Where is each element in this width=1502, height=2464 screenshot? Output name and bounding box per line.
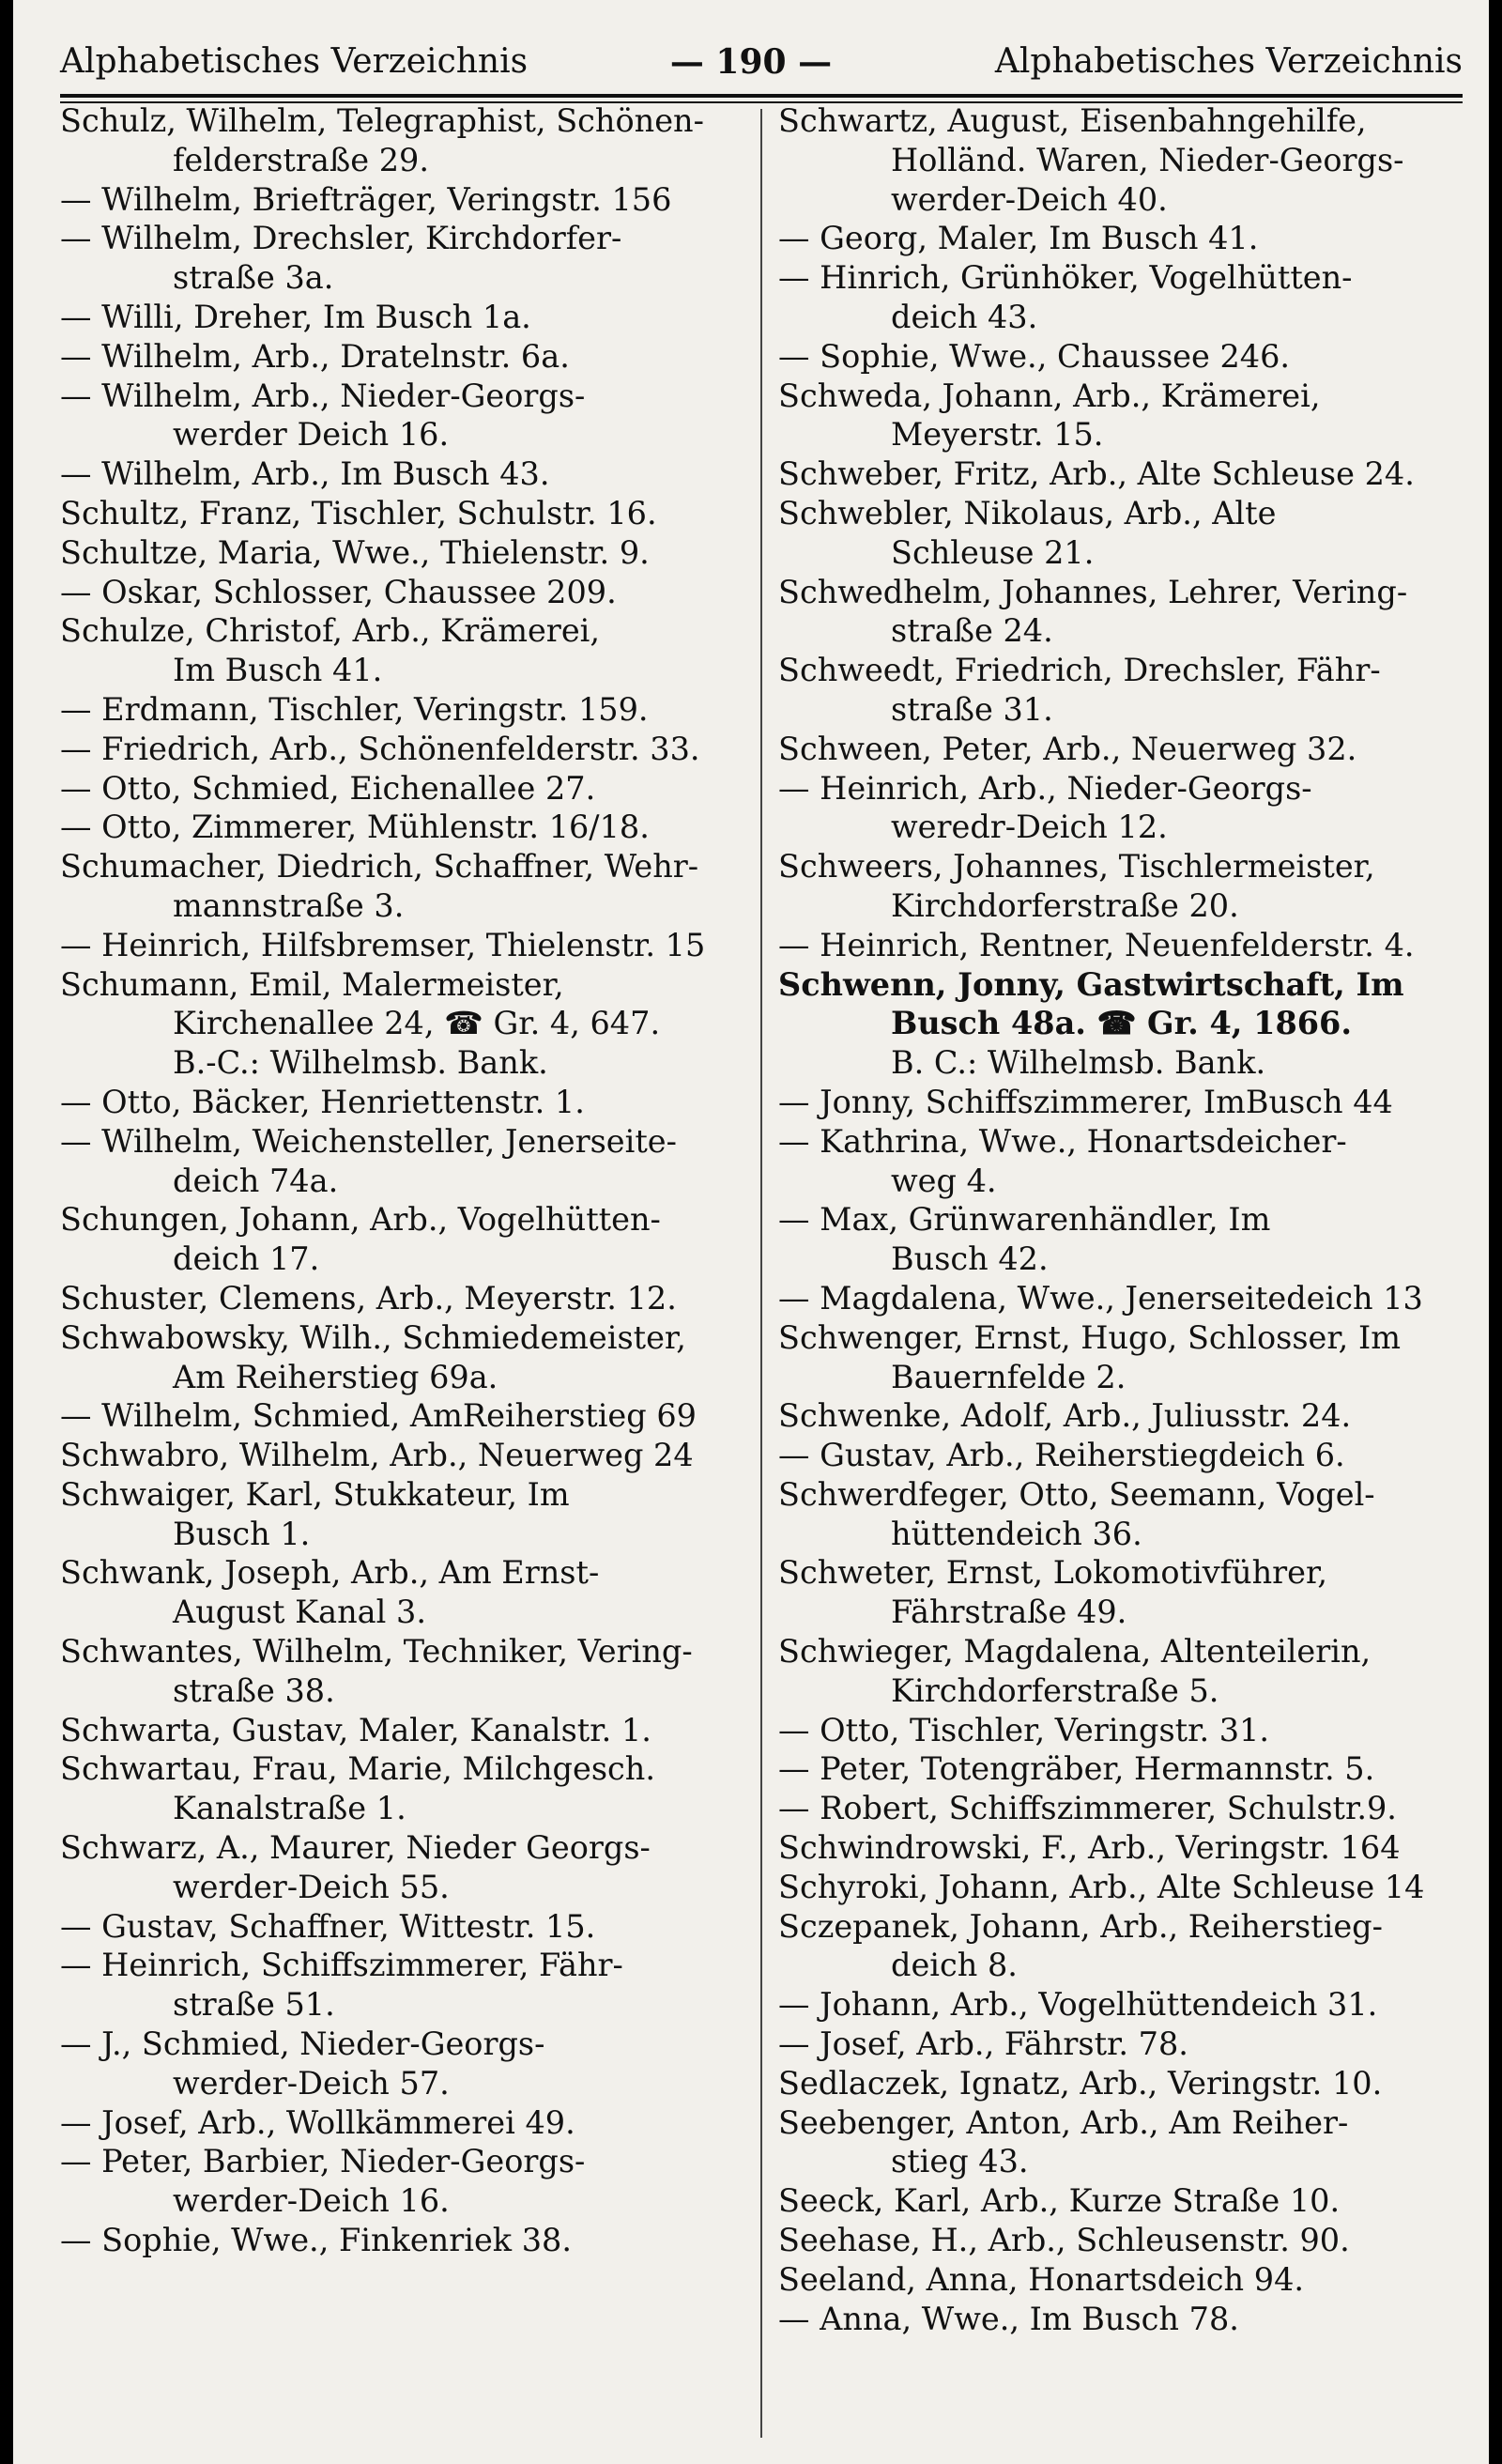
header-rule bbox=[60, 94, 1463, 98]
entry-continuation-line: August Kanal 3. bbox=[173, 1594, 426, 1631]
entry-continuation-line: werder-Deich 40. bbox=[891, 180, 1168, 218]
entry-continuation-line: Kirchenallee 24, ☎ Gr. 4, 647. bbox=[173, 1005, 661, 1042]
directory-entry-line: Schwartau, Frau, Marie, Milchgesch. bbox=[60, 1750, 655, 1788]
directory-entry-line: Schweers, Johannes, Tischlermeister, bbox=[778, 848, 1375, 886]
directory-entry-line: — Sophie, Wwe., Chaussee 246. bbox=[778, 337, 1291, 375]
entry-continuation-line: werder-Deich 16. bbox=[173, 2182, 450, 2220]
directory-entry-line: Schwenger, Ernst, Hugo, Schlosser, Im bbox=[778, 1318, 1401, 1356]
directory-entry-line: — Anna, Wwe., Im Busch 78. bbox=[778, 2300, 1239, 2337]
directory-entry-line: Schwabowsky, Wilh., Schmiedemeister, bbox=[60, 1318, 686, 1356]
entry-continuation-line: Kanalstraße 1. bbox=[173, 1790, 406, 1827]
directory-entry-line: Schulze, Christof, Arb., Krämerei, bbox=[60, 612, 601, 650]
directory-entry-line: Schweter, Ernst, Lokomotivführer, bbox=[778, 1554, 1327, 1592]
directory-entry-line: Schweda, Johann, Arb., Krämerei, bbox=[778, 377, 1321, 414]
entry-continuation-line: hüttendeich 36. bbox=[891, 1515, 1142, 1552]
entry-continuation-line: straße 31. bbox=[891, 690, 1053, 728]
entry-continuation-line: stieg 43. bbox=[891, 2143, 1029, 2180]
directory-entry-line: — Otto, Schmied, Eichenallee 27. bbox=[60, 769, 596, 807]
directory-entry-line: — Max, Grünwarenhändler, Im bbox=[778, 1201, 1271, 1239]
directory-entry-line: Schwindrowski, F., Arb., Veringstr. 164 bbox=[778, 1829, 1401, 1867]
directory-entry-line: — Wilhelm, Briefträger, Veringstr. 156 bbox=[60, 180, 672, 218]
entry-continuation-line: weg 4. bbox=[891, 1162, 997, 1199]
directory-entry-line: — Otto, Bäcker, Henriettenstr. 1. bbox=[60, 1083, 585, 1120]
directory-entry-line: — Georg, Maler, Im Busch 41. bbox=[778, 220, 1259, 257]
directory-entry-line: Schyroki, Johann, Arb., Alte Schleuse 14 bbox=[778, 1868, 1425, 1905]
entry-continuation-line: Busch 1. bbox=[173, 1515, 311, 1552]
directory-entry-line: Schwantes, Wilhelm, Techniker, Vering- bbox=[60, 1633, 693, 1671]
entry-continuation-line: mannstraße 3. bbox=[173, 886, 405, 924]
header-left-title: Alphabetisches Verzeichnis bbox=[60, 42, 529, 81]
directory-entry-line: Schumann, Emil, Malermeister, bbox=[60, 965, 564, 1003]
directory-entry-line: Schultz, Franz, Tischler, Schulstr. 16. bbox=[60, 494, 657, 531]
entry-continuation-line: Kirchdorferstraße 20. bbox=[891, 886, 1239, 924]
entry-continuation-line: deich 43. bbox=[891, 298, 1038, 335]
entry-continuation-line: B. C.: Wilhelmsb. Bank. bbox=[891, 1044, 1266, 1082]
directory-entry-line: — Otto, Zimmerer, Mühlenstr. 16/18. bbox=[60, 808, 650, 846]
directory-entry-line: Schween, Peter, Arb., Neuerweg 32. bbox=[778, 730, 1357, 767]
directory-page bbox=[13, 0, 1489, 2464]
entry-continuation-line: felderstraße 29. bbox=[173, 141, 429, 178]
right-column bbox=[778, 101, 1468, 2338]
entry-continuation-line: werder Deich 16. bbox=[173, 416, 450, 454]
directory-entry-line: — Johann, Arb., Vogelhüttendeich 31. bbox=[778, 1986, 1378, 2024]
directory-entry-line: — Wilhelm, Schmied, AmReiherstieg 69 bbox=[60, 1397, 697, 1435]
directory-entry-line: — Heinrich, Hilfsbremser, Thielenstr. 15 bbox=[60, 926, 706, 963]
directory-entry-line: — Wilhelm, Arb., Im Busch 43. bbox=[60, 455, 550, 493]
directory-entry-line: — Heinrich, Schiffszimmerer, Fähr- bbox=[60, 1947, 623, 1984]
column-divider bbox=[760, 109, 762, 2438]
directory-entry-line: Sczepanek, Johann, Arb., Reiherstieg- bbox=[778, 1907, 1383, 1945]
directory-entry-line: — Sophie, Wwe., Finkenriek 38. bbox=[60, 2222, 573, 2259]
directory-entry-line: — Hinrich, Grünhöker, Vogelhütten- bbox=[778, 259, 1353, 297]
entry-continuation-line: Meyerstr. 15. bbox=[891, 416, 1104, 454]
entry-continuation-line: deich 8. bbox=[891, 1947, 1018, 1984]
directory-entry-line: — Wilhelm, Weichensteller, Jenerseite- bbox=[60, 1122, 677, 1160]
directory-entry-line: — Josef, Arb., Fährstr. 78. bbox=[778, 2025, 1188, 2063]
directory-entry-line: Seebenger, Anton, Arb., Am Reiher- bbox=[778, 2103, 1349, 2141]
directory-entry-line: — Willi, Dreher, Im Busch 1a. bbox=[60, 298, 531, 335]
directory-entry-line: Sedlaczek, Ignatz, Arb., Veringstr. 10. bbox=[778, 2064, 1383, 2102]
directory-entry-line: — Friedrich, Arb., Schönenfelderstr. 33. bbox=[60, 730, 700, 767]
directory-entry-line: — Kathrina, Wwe., Honartsdeicher- bbox=[778, 1122, 1347, 1160]
directory-entry-line: — Wilhelm, Arb., Dratelnstr. 6a. bbox=[60, 337, 570, 375]
directory-entry-line: — Heinrich, Arb., Nieder-Georgs- bbox=[778, 769, 1312, 807]
directory-entry-line: Schwank, Joseph, Arb., Am Ernst- bbox=[60, 1554, 600, 1592]
entry-continuation-line: weredr-Deich 12. bbox=[891, 808, 1168, 846]
entry-continuation-line: Schleuse 21. bbox=[891, 533, 1095, 571]
directory-entry-line: — Josef, Arb., Wollkämmerei 49. bbox=[60, 2103, 575, 2141]
left-column bbox=[60, 101, 750, 2260]
directory-entry-line: — Gustav, Schaffner, Wittestr. 15. bbox=[60, 1907, 596, 1945]
header-right-title: Alphabetisches Verzeichnis bbox=[994, 42, 1463, 81]
directory-entry-line: Seehase, H., Arb., Schleusenstr. 90. bbox=[778, 2222, 1350, 2259]
directory-entry-line: Schwarz, A., Maurer, Nieder Georgs- bbox=[60, 1829, 651, 1867]
directory-entry-line: — Erdmann, Tischler, Veringstr. 159. bbox=[60, 690, 649, 728]
directory-entry-line: — Magdalena, Wwe., Jenerseitedeich 13 bbox=[778, 1279, 1423, 1317]
entry-continuation-line: Im Busch 41. bbox=[173, 652, 383, 689]
directory-entry-line: — Jonny, Schiffszimmerer, ImBusch 44 bbox=[778, 1083, 1393, 1120]
directory-entry-line: Seeck, Karl, Arb., Kurze Straße 10. bbox=[778, 2182, 1341, 2220]
directory-entry-line: Schwerdfeger, Otto, Seemann, Vogel- bbox=[778, 1475, 1375, 1513]
directory-entry-line: — Heinrich, Rentner, Neuenfelderstr. 4. bbox=[778, 926, 1415, 963]
directory-entry-line: Schumacher, Diedrich, Schaffner, Wehr- bbox=[60, 848, 699, 886]
directory-entry-line: — Wilhelm, Drechsler, Kirchdorfer- bbox=[60, 220, 622, 257]
entry-continuation-line: Am Reiherstieg 69a. bbox=[173, 1358, 498, 1395]
entry-continuation-line: Fährstraße 49. bbox=[891, 1594, 1127, 1631]
entry-continuation-line: Busch 48a. ☎ Gr. 4, 1866. bbox=[891, 1005, 1353, 1042]
directory-entry-line: Schwaiger, Karl, Stukkateur, Im bbox=[60, 1475, 570, 1513]
entry-continuation-line: Kirchdorferstraße 5. bbox=[891, 1671, 1219, 1709]
directory-entry-line: Schwenn, Jonny, Gastwirtschaft, Im bbox=[778, 965, 1404, 1003]
directory-entry-line: Schultze, Maria, Wwe., Thielenstr. 9. bbox=[60, 533, 650, 571]
directory-entry-line: Schwebler, Nikolaus, Arb., Alte bbox=[778, 494, 1277, 531]
entry-continuation-line: Bauernfelde 2. bbox=[891, 1358, 1126, 1395]
directory-entry-line: Schuster, Clemens, Arb., Meyerstr. 12. bbox=[60, 1279, 677, 1317]
directory-entry-line: Schweber, Fritz, Arb., Alte Schleuse 24. bbox=[778, 455, 1415, 493]
page-number: — 190 — bbox=[669, 42, 833, 82]
directory-entry-line: — Peter, Totengräber, Hermannstr. 5. bbox=[778, 1750, 1375, 1788]
directory-entry-line: Schweedt, Friedrich, Drechsler, Fähr- bbox=[778, 652, 1381, 689]
entry-continuation-line: Holländ. Waren, Nieder-Georgs- bbox=[891, 141, 1404, 178]
directory-entry-line: Schwartz, August, Eisenbahngehilfe, bbox=[778, 102, 1367, 139]
directory-entry-line: Schwieger, Magdalena, Altenteilerin, bbox=[778, 1633, 1372, 1671]
entry-continuation-line: straße 24. bbox=[891, 612, 1053, 650]
directory-entry-line: Schwenke, Adolf, Arb., Juliusstr. 24. bbox=[778, 1397, 1352, 1435]
directory-entry-line: — Peter, Barbier, Nieder-Georgs- bbox=[60, 2143, 586, 2180]
directory-entry-line: — Oskar, Schlosser, Chaussee 209. bbox=[60, 573, 617, 610]
entry-continuation-line: deich 17. bbox=[173, 1240, 320, 1278]
directory-entry-line: Schwedhelm, Johannes, Lehrer, Vering- bbox=[778, 573, 1408, 610]
entry-continuation-line: straße 51. bbox=[173, 1986, 335, 2024]
entry-continuation-line: Busch 42. bbox=[891, 1240, 1049, 1278]
page-header bbox=[13, 34, 1489, 90]
directory-entry-line: Schwarta, Gustav, Maler, Kanalstr. 1. bbox=[60, 1711, 651, 1748]
entry-continuation-line: straße 38. bbox=[173, 1671, 335, 1709]
entry-continuation-line: werder-Deich 57. bbox=[173, 2064, 450, 2102]
directory-entry-line: — Otto, Tischler, Veringstr. 31. bbox=[778, 1711, 1270, 1748]
directory-entry-line: — Wilhelm, Arb., Nieder-Georgs- bbox=[60, 377, 586, 414]
entry-continuation-line: B.-C.: Wilhelmsb. Bank. bbox=[173, 1044, 548, 1082]
directory-entry-line: Schungen, Johann, Arb., Vogelhütten- bbox=[60, 1201, 661, 1239]
entry-continuation-line: straße 3a. bbox=[173, 259, 334, 297]
directory-entry-line: Schwabro, Wilhelm, Arb., Neuerweg 24 bbox=[60, 1437, 694, 1474]
entry-continuation-line: deich 74a. bbox=[173, 1162, 339, 1199]
directory-entry-line: Seeland, Anna, Honartsdeich 94. bbox=[778, 2260, 1305, 2298]
directory-entry-line: — Gustav, Arb., Reiherstiegdeich 6. bbox=[778, 1437, 1345, 1474]
directory-entry-line: Schulz, Wilhelm, Telegraphist, Schönen- bbox=[60, 102, 704, 139]
entry-continuation-line: werder-Deich 55. bbox=[173, 1868, 450, 1905]
directory-entry-line: — J., Schmied, Nieder-Georgs- bbox=[60, 2025, 545, 2063]
directory-entry-line: — Robert, Schiffszimmerer, Schulstr.9. bbox=[778, 1790, 1397, 1827]
